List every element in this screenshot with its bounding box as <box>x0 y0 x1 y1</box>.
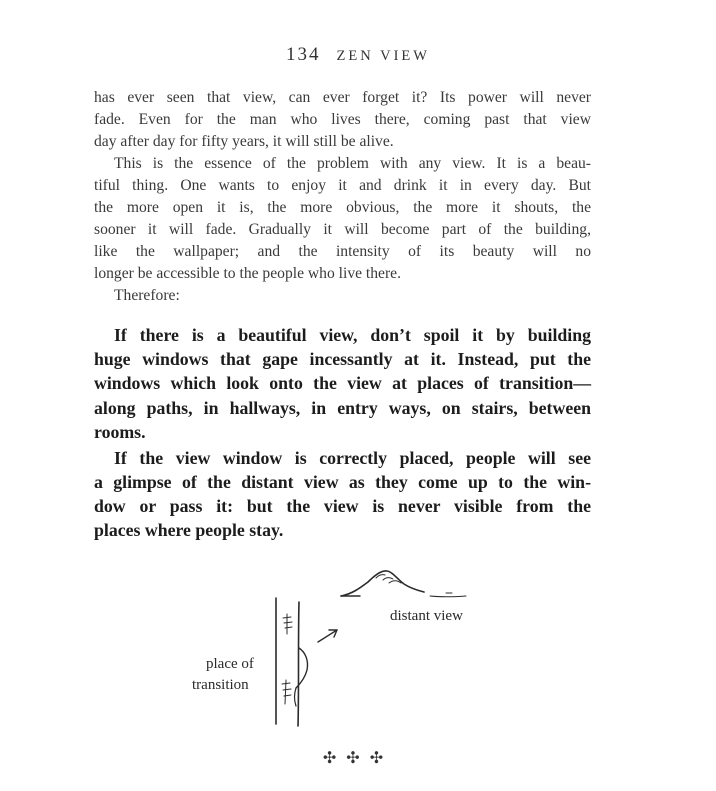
label-distant-view: distant view <box>390 608 463 624</box>
stair-marks-lower <box>282 680 291 704</box>
body-line: sooner it will fade. Gradually it will become part of the building, <box>94 221 591 238</box>
body-line: day after day for fifty years, it will still be alive. <box>94 133 394 150</box>
bold-line: If the view window is correctly placed, people will see <box>114 448 591 468</box>
window-jamb <box>295 688 297 706</box>
bold-line: places where people stay. <box>94 520 284 540</box>
page-number: 134 <box>286 44 321 65</box>
bold-line: a glimpse of the distant view as they come up to the win- <box>94 472 591 492</box>
label-place-of: place of <box>206 656 254 672</box>
bold-line: rooms. <box>94 422 146 442</box>
bold-line: huge windows that gape incessantly at it. Instead, put the <box>94 349 591 369</box>
body-line: like the wallpaper; and the intensity of its beauty will no <box>94 243 591 260</box>
body-line: This is the essence of the problem with any view. It is a beau- <box>114 155 591 172</box>
body-line: tiful thing. One wants to enjoy it and drink it in every day. But <box>94 177 591 194</box>
bold-line: dow or pass it: but the view is never visible from the <box>94 496 591 516</box>
chapter-title: ZEN VIEW <box>336 48 430 64</box>
bold-line: windows which look onto the view at places of transition— <box>94 373 591 393</box>
horizon-line <box>430 593 466 597</box>
wall-line-right <box>298 602 299 726</box>
bold-line: If there is a beautiful view, don’t spoil it by building <box>114 325 591 345</box>
bold-line: along paths, in hallways, in entry ways, on stairs, between <box>94 398 591 418</box>
body-line: Therefore: <box>114 287 180 304</box>
body-line: fade. Even for the man who lives there, coming past that view <box>94 111 591 128</box>
body-line: the more open it is, the more obvious, the more it shouts, the <box>94 199 591 216</box>
label-transition: transition <box>192 677 249 693</box>
body-line: longer be accessible to the people who live there. <box>94 265 401 282</box>
stair-marks-upper <box>283 614 292 634</box>
section-ornament: ✣✣✣ <box>322 750 394 767</box>
body-line: has ever seen that view, can ever forget it? Its power will never <box>94 89 591 106</box>
